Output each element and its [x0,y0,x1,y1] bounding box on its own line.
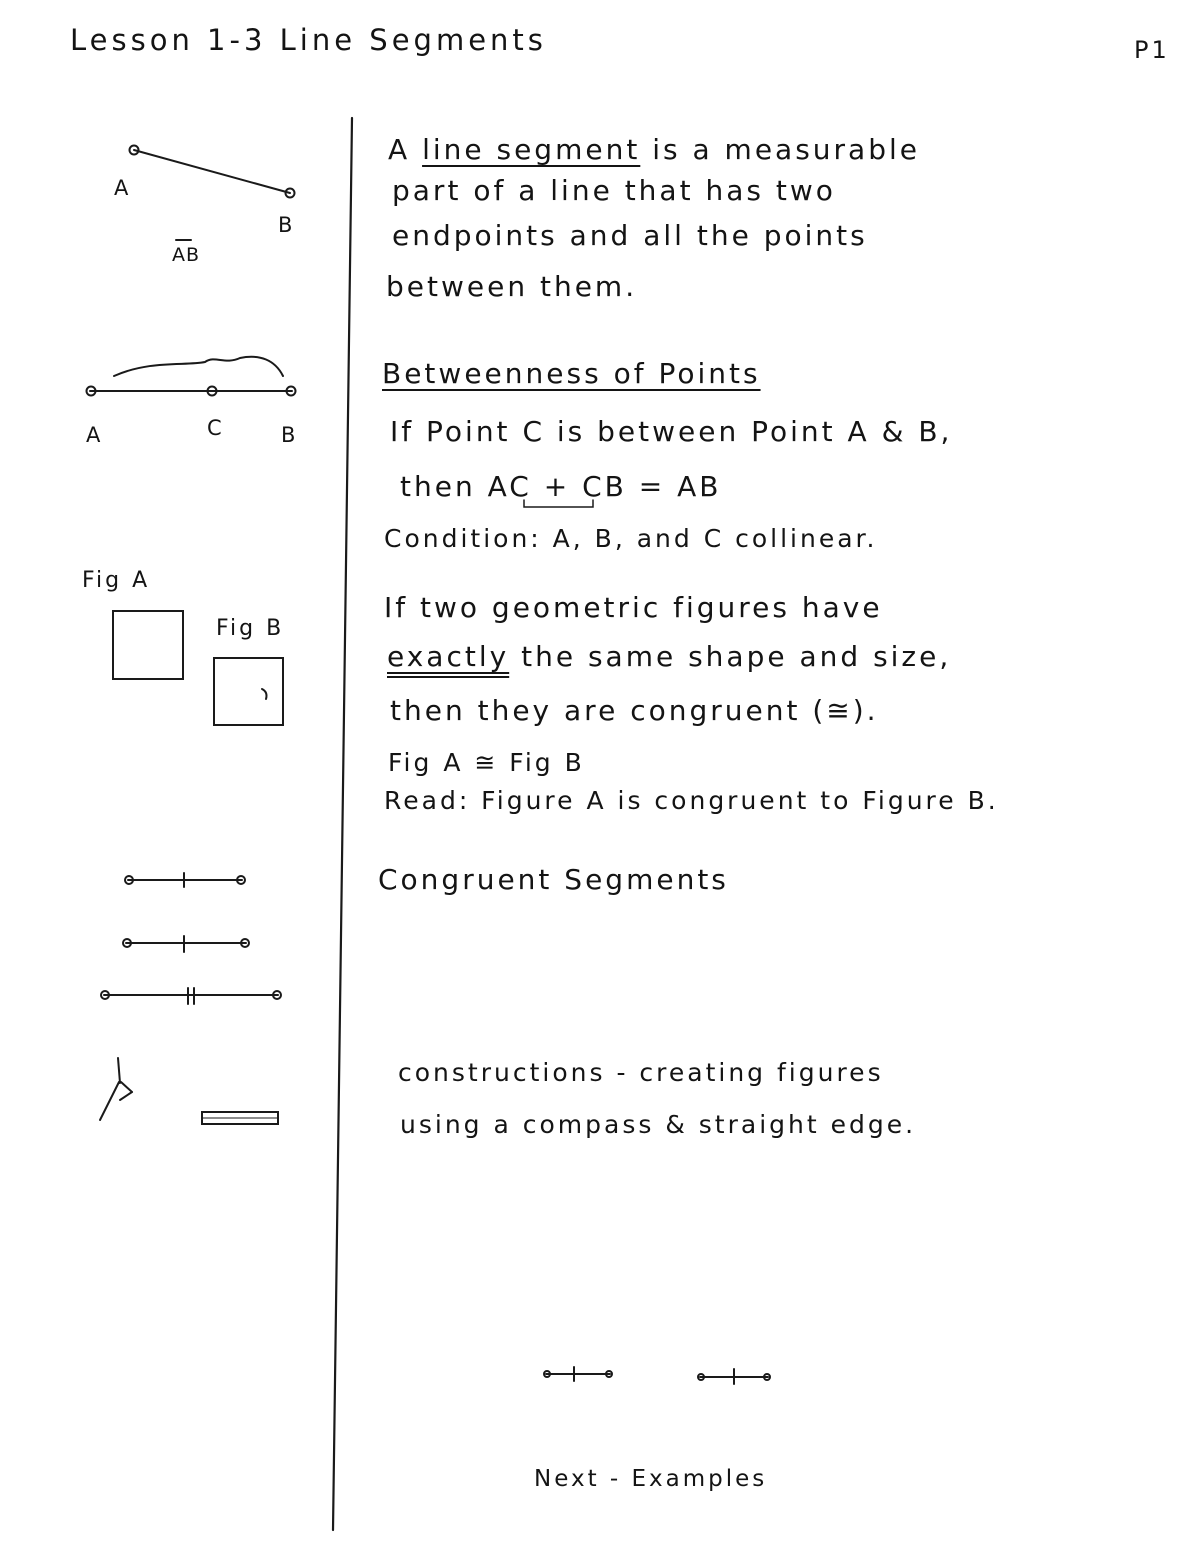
fig-b-square [214,658,283,725]
segment-ab-drawing [130,146,295,241]
definition-line-3: endpoints and all the points [392,219,868,252]
definition-line-2: part of a line that has two [392,174,836,207]
definition-line-4: between them. [386,270,638,303]
congruence-line-1: If two geometric figures have [384,591,883,624]
label-a: A [114,176,130,200]
betweenness-equation: then AC + CB = AB [400,470,722,503]
definition-a: A [388,133,411,166]
between-label-a: A [86,423,102,447]
constructions-line-2: using a compass & straight edge. [400,1110,917,1139]
congruence-line-3: then they are congruent (≅). [390,694,879,727]
congruent-segments-drawing [101,873,281,1004]
compass-icon [100,1058,132,1120]
fig-a-label: Fig A [82,568,151,593]
fig-b-label: Fig B [216,616,285,641]
label-b: B [278,213,294,237]
congruence-reading: Read: Figure A is congruent to Figure B. [384,786,999,815]
betweenness-heading: Betweenness of Points [382,357,761,390]
constructions-line-1: constructions - creating figures [398,1058,884,1087]
congruence-line-2 [387,640,952,673]
fig-a-square [113,611,183,679]
definition-line-1 [388,133,920,166]
betweenness-drawing [87,357,296,396]
term-line-segment: line segment [422,133,641,166]
betweenness-line-1: If Point C is between Point A & B, [390,415,953,448]
page-title: Lesson 1-3 Line Segments [70,23,547,57]
page-number: P1 [1134,36,1170,64]
next-examples-note: Next - Examples [534,1466,768,1492]
between-label-b: B [281,423,297,447]
between-label-c: C [207,416,223,440]
betweenness-condition: Condition: A, B, and C collinear. [384,524,878,553]
congruence-line-2-rest: the same shape and size, [521,640,952,673]
definition-line-1-rest: is a measurable [652,133,920,166]
segment-notation-ab: AB [172,244,201,266]
margin-divider-line [333,118,352,1530]
congruence-statement: Fig A ≅ Fig B [388,748,585,777]
keyword-exactly: exactly [387,640,510,673]
construction-segments-drawing [544,1367,770,1384]
congruent-segments-heading: Congruent Segments [378,863,729,896]
